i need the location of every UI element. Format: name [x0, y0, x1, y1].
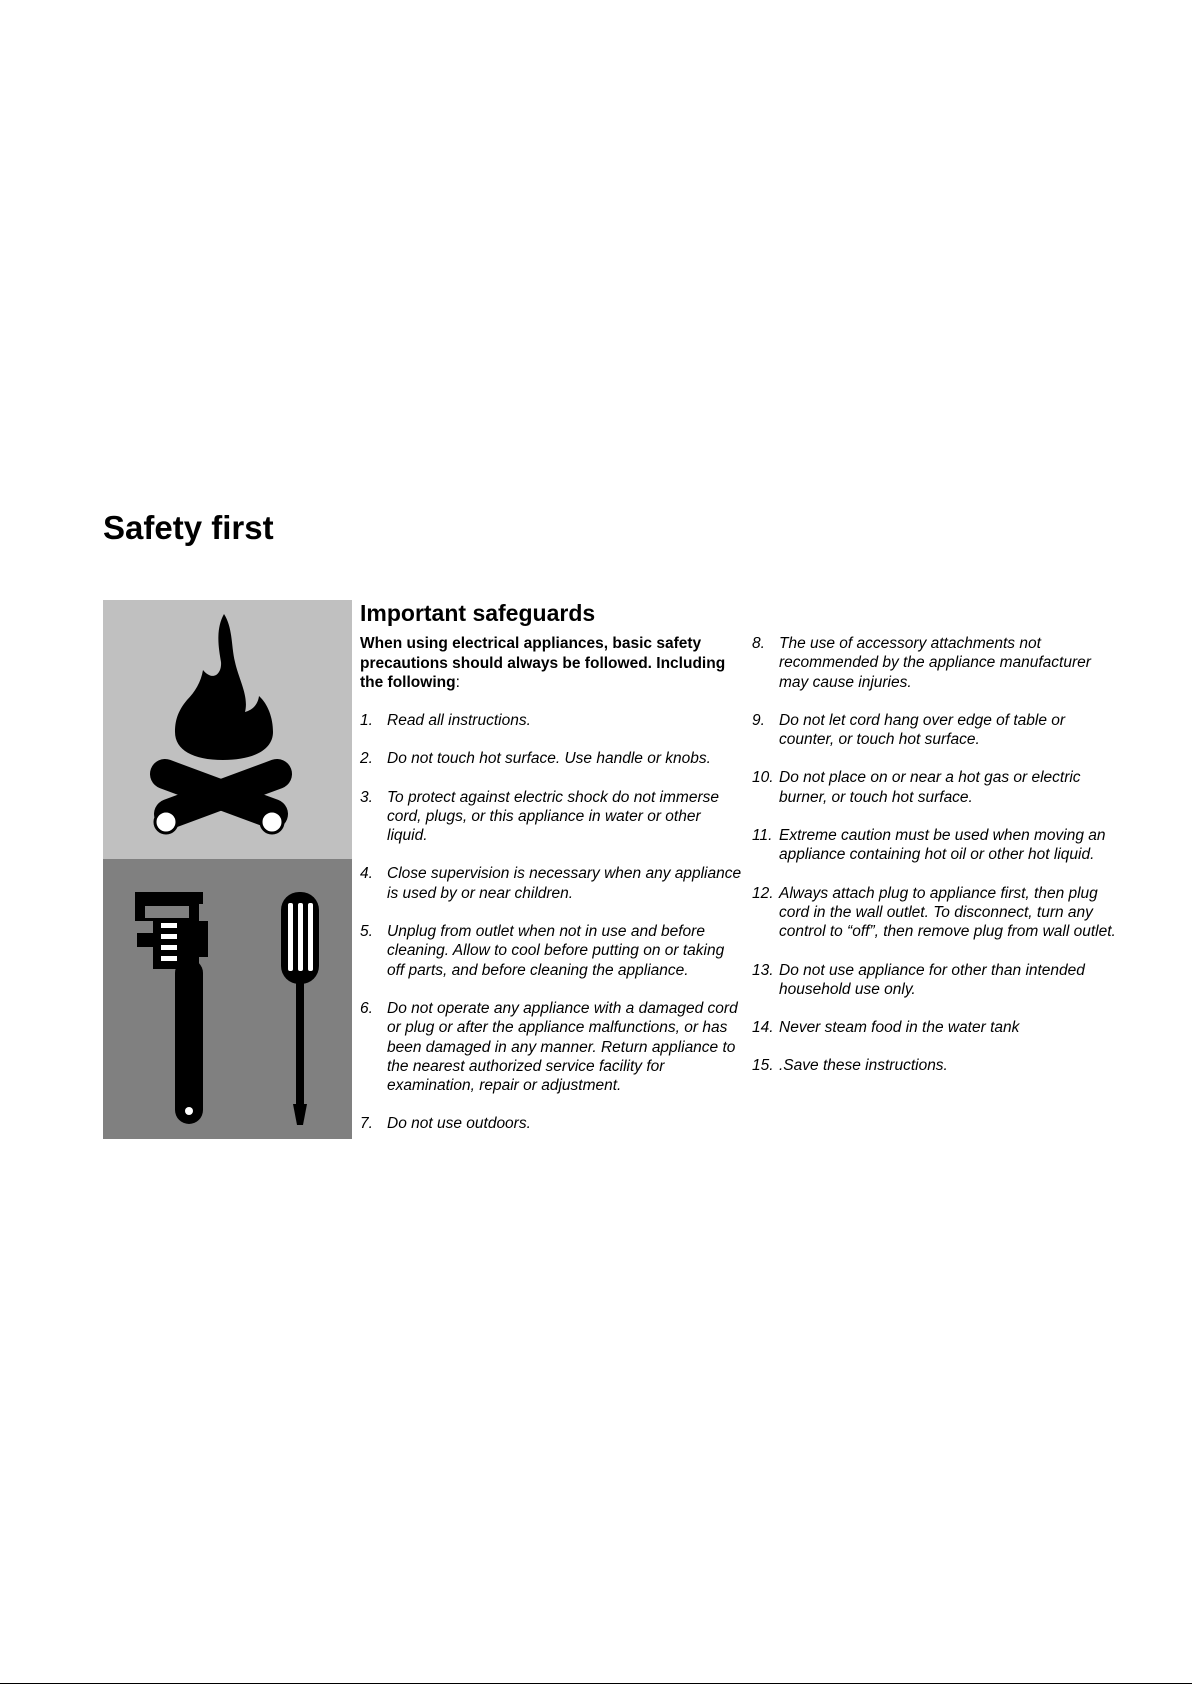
item-text: Do not place on or near a hot gas or electric burner, or touch hot surface.	[779, 769, 1081, 806]
item-text: Do not operate any appliance with a damaged cord or plug or after the appliance malfunctions, or has been damaged in any manner. Return appliance to the nearest authorized service facility for examination, repair or adjustment.	[387, 999, 738, 1095]
list-item	[360, 999, 745, 1095]
item-text: Read all instructions.	[387, 712, 531, 729]
item-text: Never steam food in the water tank	[779, 1019, 1020, 1037]
item-number: 7.	[360, 1115, 373, 1133]
screwdriver-icon	[103, 859, 352, 1139]
page-title: Safety first	[103, 509, 274, 546]
list-item	[752, 826, 1122, 865]
item-number: 12.	[752, 884, 774, 902]
item-text: To protect against electric shock do not immerse cord, plugs, or this appliance in water or other liquid.	[387, 788, 719, 845]
item-text: Extreme caution must be used when moving an appliance containing hot oil or other hot liquid.	[779, 827, 1106, 864]
page-bottom-rule	[0, 1683, 1192, 1684]
item-number: 3.	[360, 788, 373, 806]
tools-panel	[103, 859, 352, 1139]
list-item	[360, 1114, 745, 1133]
list-item	[360, 864, 745, 903]
section-heading: Important safeguards	[360, 600, 596, 626]
list-item	[752, 961, 1122, 1000]
item-number: 15.	[752, 1057, 774, 1075]
item-text: Do not touch hot surface. Use handle or knobs.	[387, 750, 711, 768]
intro-paragraph	[360, 634, 745, 693]
campfire-icon	[103, 600, 352, 859]
item-number: 6.	[360, 999, 373, 1017]
item-text: Close supervision is necessary when any appliance is used by or near children.	[387, 865, 742, 902]
list-item	[752, 1018, 1122, 1037]
list-item	[360, 788, 745, 846]
intro-tail: :	[455, 674, 460, 691]
list-item	[752, 884, 1122, 942]
item-number: 4.	[360, 865, 373, 883]
item-number: 14.	[752, 1019, 774, 1037]
item-number: 11.	[752, 827, 773, 845]
item-number: 10.	[752, 769, 774, 787]
list-item	[752, 711, 1122, 750]
item-number: 13.	[752, 961, 774, 979]
item-text: Do not use outdoors.	[387, 1115, 531, 1133]
item-number: 8.	[752, 635, 765, 652]
item-text: Do not use appliance for other than intended household use only.	[779, 961, 1085, 998]
item-number: 2.	[360, 750, 373, 768]
safety-illustration	[103, 600, 352, 1139]
list-item	[360, 711, 745, 730]
fire-panel	[103, 600, 352, 859]
list-item	[360, 749, 745, 768]
list-item	[360, 922, 745, 980]
safeguards-list-right	[752, 634, 1122, 1095]
item-number: 5.	[360, 923, 373, 941]
item-text: The use of accessory attachments not recommended by the appliance manufacturer may cause injuries.	[779, 635, 1091, 691]
item-text: Unplug from outlet when not in use and before cleaning. Allow to cool before putting on or taking off parts, and before cleaning the appliance.	[387, 923, 725, 979]
item-number: 1.	[360, 712, 373, 729]
item-text: Always attach plug to appliance first, then plug cord in the wall outlet. To disconnect, turn any control to “off”, then remove plug from wall outlet.	[779, 884, 1116, 941]
list-item	[752, 634, 1122, 692]
list-item	[752, 1056, 1122, 1075]
intro-bold: When using electrical appliances, basic safety precautions should always be followed. Including the following	[360, 635, 726, 691]
item-text: Do not let cord hang over edge of table or counter, or touch hot surface.	[779, 711, 1066, 749]
item-text: .Save these instructions.	[779, 1057, 948, 1075]
list-item	[752, 768, 1122, 807]
safeguards-list-left	[360, 711, 745, 1153]
item-number: 9.	[752, 711, 765, 729]
